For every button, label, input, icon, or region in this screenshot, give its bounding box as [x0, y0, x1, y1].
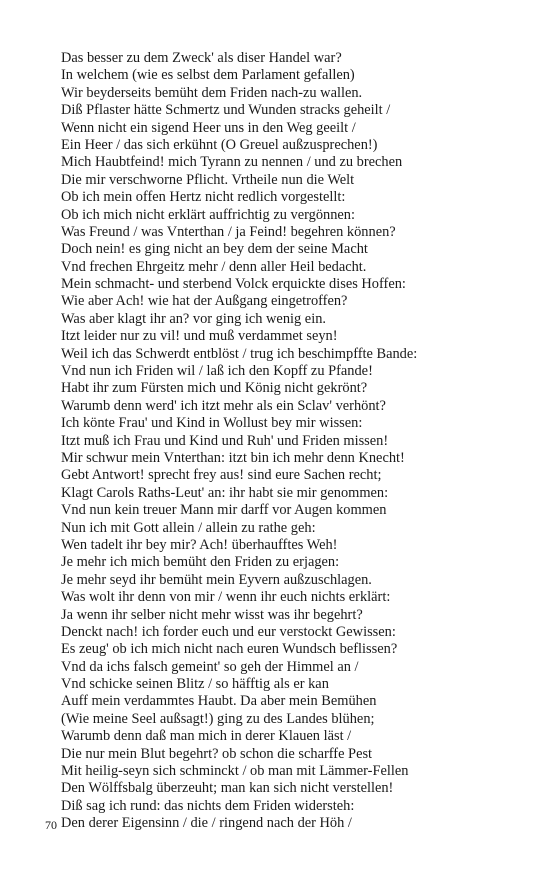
- verse-line: Warumb denn werd' ich itzt mehr als ein Sclav' verhönt?: [61, 397, 386, 414]
- verse-line: Vnd schicke seinen Blitz / so häfftig als er kan: [61, 676, 329, 693]
- verse-line: (Wie meine Seel außsagt!) ging zu des Landes blühen;: [61, 710, 375, 727]
- verse-line: Diß Pflaster hätte Schmertz und Wunden stracks geheilt /: [61, 102, 391, 119]
- verse-line: Je mehr ich mich bemüht den Friden zu erjagen:: [61, 554, 340, 571]
- verse-line: Die mir verschworne Pflicht. Vrtheile nun die Welt: [61, 171, 355, 188]
- verse-line: Ob ich mich nicht erklärt auffrichtig zu vergönnen:: [61, 206, 355, 223]
- verse-line: Vnd frechen Ehrgeitz mehr / denn aller Heil bedacht.: [61, 258, 367, 275]
- verse-line: Das besser zu dem Zweck' als diser Handel war?: [61, 50, 342, 66]
- verse-line: Was wolt ihr denn von mir / wenn ihr euch nichts erklärt:: [61, 589, 391, 606]
- verse-line: Ein Heer / das sich erkühnt (O Greuel außzusprechen!): [61, 136, 378, 153]
- verse-line: Ich könte Frau' und Kind in Wollust bey mir wissen:: [61, 415, 363, 432]
- verse-line: Wenn nicht ein sigend Heer uns in den Weg geeilt /: [61, 119, 356, 136]
- verse-line: Itzt muß ich Frau und Kind und Ruh' und Friden missen!: [61, 432, 389, 449]
- verse-line: Was aber klagt ihr an? vor ging ich wenig ein.: [61, 310, 326, 327]
- page-number: 70: [45, 818, 57, 832]
- verse-line: Den derer Eigensinn / die / ringend nach der Höh /: [61, 815, 352, 832]
- verse-line: Ja wenn ihr selber nicht mehr wisst was ihr begehrt?: [61, 606, 363, 623]
- verse-line: Wen tadelt ihr bey mir? Ach! überhaufftes Weh!: [61, 536, 338, 553]
- verse-line: Itzt leider nur zu vil! und muß verdammet seyn!: [61, 328, 338, 345]
- verse-line: Gebt Antwort! sprecht frey aus! sind eure Sachen recht;: [61, 467, 382, 484]
- verse-line: Weil ich das Schwerdt entblöst / trug ich beschimpffte Bande:: [61, 345, 418, 362]
- verse-line: Mit heilig-seyn sich schminckt / ob man mit Lämmer-Fellen: [61, 763, 409, 780]
- verse-line: In welchem (wie es selbst dem Parlament gefallen): [61, 67, 355, 84]
- verse-line: Es zeug' ob ich mich nicht nach euren Wundsch beflissen?: [61, 641, 398, 658]
- verse-line: Diß sag ich rund: das nichts dem Friden widersteh:: [61, 797, 355, 814]
- verse-line: Vnd da ichs falsch gemeint' so geh der Himmel an /: [61, 658, 359, 675]
- verse-line: Wir beyderseits bemüht dem Friden nach-zu wallen.: [61, 84, 363, 101]
- verse-text-block: [61, 50, 417, 833]
- verse-line: Doch nein! es ging nicht an bey dem der seine Macht: [61, 241, 368, 258]
- verse-line: Klagt Carols Raths-Leut' an: ihr habt sie mir genommen:: [61, 484, 389, 501]
- verse-line: Vnd nun kein treuer Mann mir darff vor Augen kommen: [61, 502, 387, 519]
- verse-line: Was Freund / was Vnterthan / ja Feind! begehren können?: [61, 223, 396, 240]
- verse-line: Habt ihr zum Fürsten mich und König nicht gekrönt?: [61, 380, 368, 397]
- verse-line: Vnd nun ich Friden wil / laß ich den Kopff zu Pfande!: [61, 363, 373, 380]
- verse-line: Mein schmacht- und sterbend Volck erquickte dises Hoffen:: [61, 276, 406, 293]
- verse-line: Die nur mein Blut begehrt? ob schon die scharffe Pest: [61, 745, 373, 762]
- verse-line: Mir schwur mein Vnterthan: itzt bin ich mehr denn Knecht!: [61, 449, 405, 466]
- verse-line: Nun ich mit Gott allein / allein zu rathe geh:: [61, 519, 316, 536]
- verse-line: Auff mein verdammtes Haubt. Da aber mein Bemühen: [61, 693, 377, 710]
- verse-line: Ob ich mein offen Hertz nicht redlich vorgestellt:: [61, 189, 346, 206]
- verse-line: Den Wölffsbalg überzeuht; man kan sich nicht verstellen!: [61, 780, 394, 797]
- verse-line: Mich Haubtfeind! mich Tyrann zu nennen / und zu brechen: [61, 154, 403, 171]
- verse-line: Wie aber Ach! wie hat der Außgang eingetroffen?: [61, 293, 348, 310]
- verse-line: Denckt nach! ich forder euch und eur verstockt Gewissen:: [61, 623, 396, 640]
- verse-line: Je mehr seyd ihr bemüht mein Eyvern außzuschlagen.: [61, 571, 372, 588]
- verse-line: Warumb denn daß man mich in derer Klauen läst /: [61, 728, 352, 745]
